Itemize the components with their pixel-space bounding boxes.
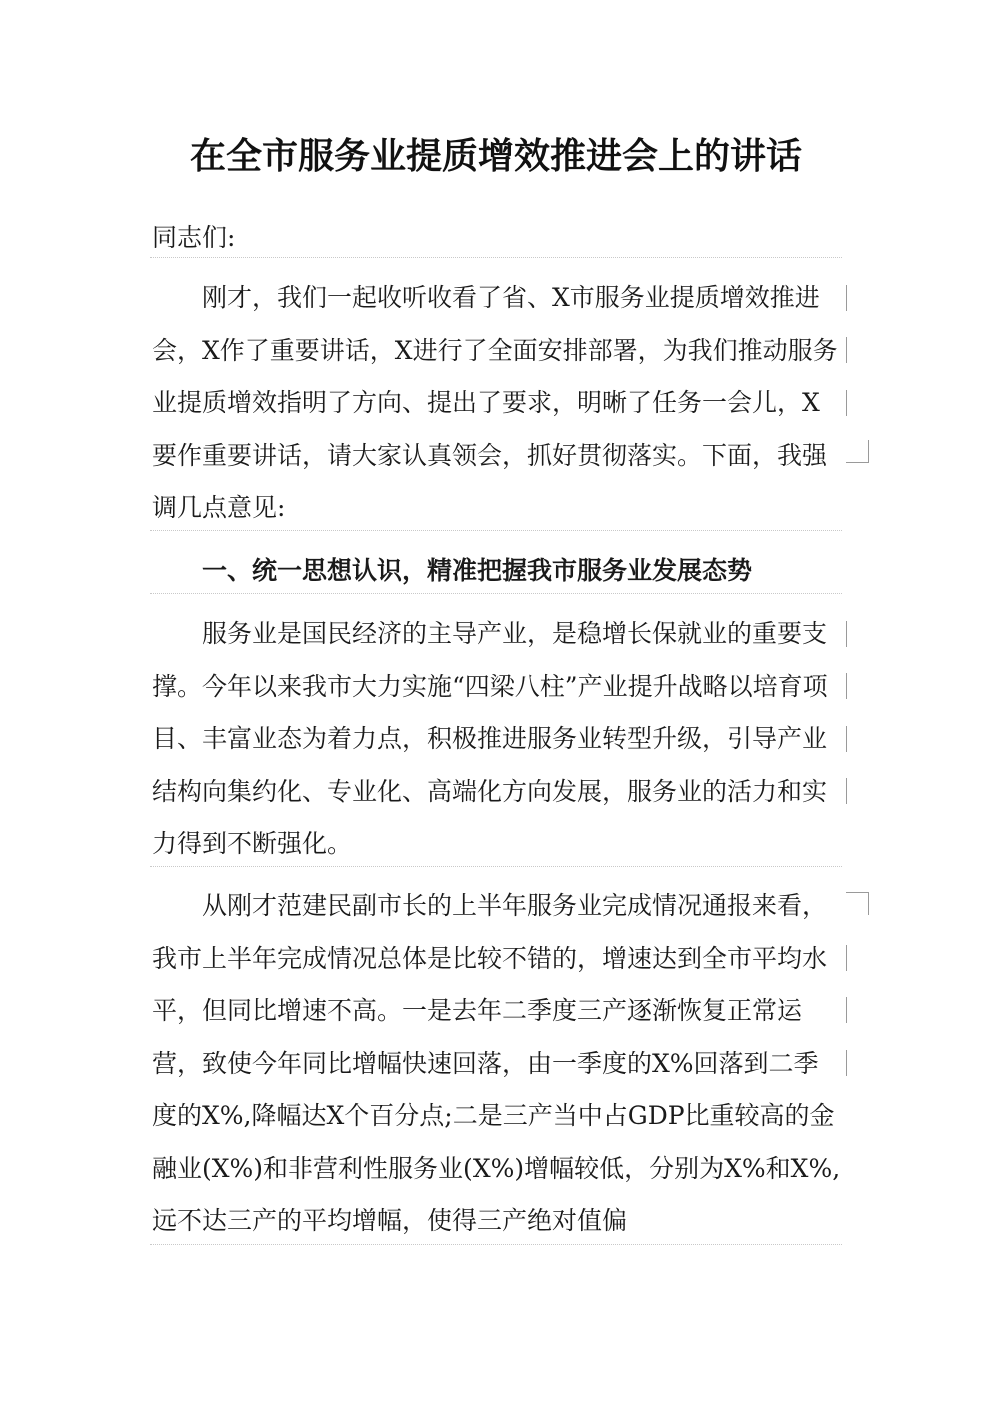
paragraph-end-marker <box>846 440 869 463</box>
paragraph-start-marker <box>846 892 869 915</box>
paragraph-divider <box>150 1244 842 1245</box>
line-end-marker <box>846 726 847 752</box>
paragraph-divider <box>150 257 842 258</box>
paragraph-opening: 刚才，我们一起收听收看了省、X市服务业提质增效推进会，X作了重要讲话，X进行了全面安排部署，为我们推动服务业提质增效指明了方向、提出了要求，明晰了任务一会儿，X要作重要讲话，请大家认真领会，抓好贯彻落实。下面，我强调几点意见: <box>152 283 838 522</box>
line-end-marker <box>846 997 847 1023</box>
paragraph-body: 服务业是国民经济的主导产业，是稳增长保就业的重要支撑。今年以来我市大力实施“四梁八柱”产业提升战略以培育项目、丰富业态为着力点，积极推进服务业转型升级，引导产业结构向集约化、专业化、高端化方向发展，服务业的活力和实力得到不断强化。 <box>152 619 828 858</box>
line-end-marker <box>846 337 847 363</box>
document-title: 在全市服务业提质增效推进会上的讲话 <box>189 135 802 177</box>
line-end-marker <box>846 621 847 647</box>
salutation: 同志们: <box>152 223 236 252</box>
line-end-marker <box>846 285 847 311</box>
line-end-marker <box>846 1050 847 1076</box>
paragraph-divider <box>150 866 842 867</box>
paragraph-divider <box>150 530 842 531</box>
section-heading: 一、统一思想认识，精准把握我市服务业发展态势 <box>202 556 753 585</box>
paragraph-divider <box>150 593 842 594</box>
line-end-marker <box>846 945 847 971</box>
line-end-marker <box>846 390 847 416</box>
paragraph-body: 从刚才范建民副市长的上半年服务业完成情况通报来看，我市上半年完成情况总体是比较不错的，增速达到全市平均水平，但同比增速不高。一是去年二季度三产逐渐恢复正常运营，致使今年同比增幅快速回落，由一季度的X%回落到二季度的X%,降幅达X个百分点;二是三产当中占GDP比重较高的金融业(X%)和非营利性服务业(X%)增幅较低，分别为X%和X%,远不达三产的平均增幅，使得三产绝对值偏 <box>152 891 841 1235</box>
line-end-marker <box>846 673 847 699</box>
line-end-marker <box>846 778 847 804</box>
